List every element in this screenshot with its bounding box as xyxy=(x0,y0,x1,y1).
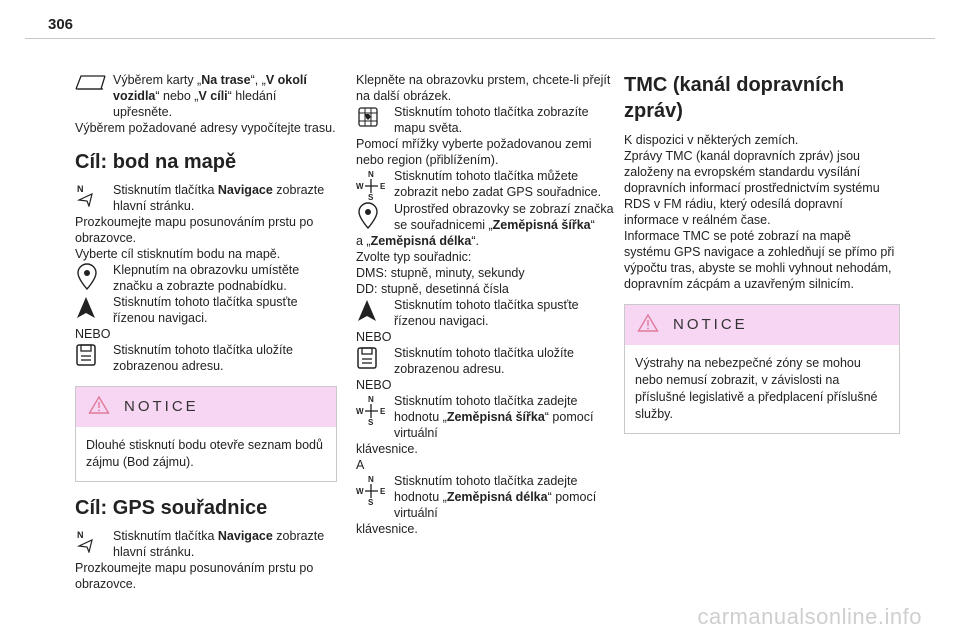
save-text: Stisknutím tohoto tlačítka uložíte zobrazenou adresu. xyxy=(113,343,293,373)
scroll-map-text: Prozkoumejte mapu posunováním prstu po obrazovce. xyxy=(75,215,314,245)
notice-title: NOTICE xyxy=(673,316,748,333)
tap-screen-text: Klepněte na obrazovku prstem, chcete-li přejít na další obrázek. xyxy=(356,73,611,103)
map-pin-icon xyxy=(356,201,394,230)
select-address-text: Výběrem požadované adresy vypočítejte trasu. xyxy=(75,121,336,135)
or-text: NEBO xyxy=(75,327,111,341)
svg-text:N: N xyxy=(368,170,374,179)
start-guidance-icon xyxy=(75,294,113,321)
tmc-availability: K dispozici v některých zemích. xyxy=(624,133,799,147)
coordinate-type-text: Zvolte typ souřadnic: xyxy=(356,250,472,264)
save-instruction xyxy=(75,342,337,374)
or-text-3: NEBO xyxy=(356,378,392,392)
tmc-description: Zprávy TMC (kanál dopravních zpráv) jsou založeny na evropském standardu vysílání dopravních informací prostřednictvím systému RDS v FM rádiu, který odesílá dopravní informace v reálném čase. xyxy=(624,149,880,227)
start-guidance-icon xyxy=(356,297,394,324)
svg-text:W: W xyxy=(356,487,364,496)
gps-coordinates-text: Stisknutím tohoto tlačítka můžete zobrazit nebo zadat GPS souřadnice. xyxy=(394,169,602,199)
save-icon xyxy=(75,342,113,367)
pin-text: Klepnutím na obrazovku umístěte značku a zobrazte podnabídku. xyxy=(113,263,300,293)
tabs-icon xyxy=(75,72,113,91)
svg-text:E: E xyxy=(380,487,386,496)
latitude-input-text: Stisknutím tohoto tlačítka zadejte hodnotu „Zeměpisná šířka“ pomocí virtuální xyxy=(394,394,594,440)
world-map-instruction xyxy=(356,104,618,136)
heading-map-destination: Cíl: bod na mapě xyxy=(75,151,237,173)
compass-icon xyxy=(356,393,394,426)
notice-header xyxy=(625,305,899,345)
world-map-text: Stisknutím tohoto tlačítka zobrazíte mapu světa. xyxy=(394,105,589,135)
svg-text:S: S xyxy=(368,193,374,201)
save-text-2: Stisknutím tohoto tlačítka uložíte zobrazenou adresu. xyxy=(394,346,574,376)
notice-body: Dlouhé stisknutí bodu otevře seznam bodů zájmu (Bod zájmu). xyxy=(86,438,323,469)
notice-header xyxy=(76,387,336,427)
or-text-2: NEBO xyxy=(356,330,392,344)
heading-gps-destination: Cíl: GPS souřadnice xyxy=(75,497,268,519)
start-navigation-text-2: Stisknutím tohoto tlačítka spusťte řízenou navigaci. xyxy=(394,298,579,328)
notice-box-poi xyxy=(75,386,337,482)
svg-text:N: N xyxy=(77,530,84,540)
svg-text:N: N xyxy=(368,395,374,404)
column-3 xyxy=(624,72,900,448)
latitude-input-instruction xyxy=(356,393,618,441)
keyboard-text-2: klávesnice. xyxy=(356,522,418,536)
compass-icon xyxy=(356,473,394,506)
start-navigation-instruction xyxy=(75,294,337,326)
notice-box-danger-zones xyxy=(624,304,900,434)
longitude-pin-text: a „Zeměpisná délka“. xyxy=(356,234,479,248)
save-instruction-2 xyxy=(356,345,618,377)
save-icon xyxy=(356,345,394,370)
navigation-arrow-icon xyxy=(75,528,113,553)
start-navigation-text: Stisknutím tohoto tlačítka spusťte řízenou navigaci. xyxy=(113,295,298,325)
select-point-text: Vyberte cíl stisknutím bodu na mapě. xyxy=(75,247,281,261)
navigation-instruction xyxy=(75,182,337,214)
heading-tmc: TMC (kanál dopravních zpráv) xyxy=(624,74,845,122)
warning-triangle-icon xyxy=(88,395,110,419)
compass-icon xyxy=(356,168,394,201)
svg-text:S: S xyxy=(368,498,374,506)
grid-select-text: Pomocí mřížky vyberte požadovanou zemi nebo region (přiblížením). xyxy=(356,137,592,167)
start-navigation-instruction-2 xyxy=(356,297,618,329)
svg-text:W: W xyxy=(356,407,364,416)
pin-instruction xyxy=(75,262,337,294)
tabs-text: Výběrem karty „Na trase“, „V okolí vozidla“ nebo „V cíli“ hledání upřesněte. xyxy=(113,73,307,119)
notice-body: Výstrahy na nebezpečné zóny se mohou nebo nemusí zobrazit, v závislosti na příslušné legislativě a předplacení příslušné služby. xyxy=(635,356,878,421)
watermark: carmanualsonline.info xyxy=(697,604,922,629)
navigation-text-2: Stisknutím tlačítka Navigace zobrazte hlavní stránku. xyxy=(113,529,325,559)
navigation-instruction-2 xyxy=(75,528,337,560)
svg-text:W: W xyxy=(356,182,364,191)
dd-text: DD: stupně, desetinná čísla xyxy=(356,282,509,296)
scroll-map-text-2: Prozkoumejte mapu posunováním prstu po obrazovce. xyxy=(75,561,314,591)
latitude-pin-text: Uprostřed obrazovky se zobrazí značka se souřadnicemi „Zeměpisná šířka“ xyxy=(394,202,614,232)
longitude-input-instruction xyxy=(356,473,618,521)
header-rule xyxy=(25,38,935,39)
navigation-arrow-icon xyxy=(75,182,113,207)
svg-text:E: E xyxy=(380,407,386,416)
longitude-input-text: Stisknutím tohoto tlačítka zadejte hodnotu „Zeměpisná délka“ pomocí virtuální xyxy=(394,474,597,520)
column-1 xyxy=(75,72,337,592)
map-pin-icon xyxy=(75,262,113,291)
latitude-pin-instruction xyxy=(356,201,618,233)
svg-text:N: N xyxy=(77,184,84,194)
page-number: 306 xyxy=(48,16,74,33)
and-text: A xyxy=(356,458,365,472)
navigation-text: Stisknutím tlačítka Navigace zobrazte hlavní stránku. xyxy=(113,183,325,213)
warning-triangle-icon xyxy=(637,313,659,337)
tmc-map-info: Informace TMC se poté zobrazí na mapě systému GPS navigace a zohledňují se přímo při výpočtu tras, abyste se mohli vyhnout nehodám, dopravním zácpám a uzavřeným silnicím. xyxy=(624,229,895,291)
svg-text:N: N xyxy=(368,475,374,484)
svg-text:E: E xyxy=(380,182,386,191)
world-map-icon xyxy=(356,104,394,129)
tabs-instruction xyxy=(75,72,337,120)
dms-text: DMS: stupně, minuty, sekundy xyxy=(356,266,525,280)
gps-coordinates-instruction xyxy=(356,168,618,201)
column-2 xyxy=(356,72,618,537)
svg-text:S: S xyxy=(368,418,374,426)
keyboard-text: klávesnice. xyxy=(356,442,418,456)
notice-title: NOTICE xyxy=(124,398,199,415)
